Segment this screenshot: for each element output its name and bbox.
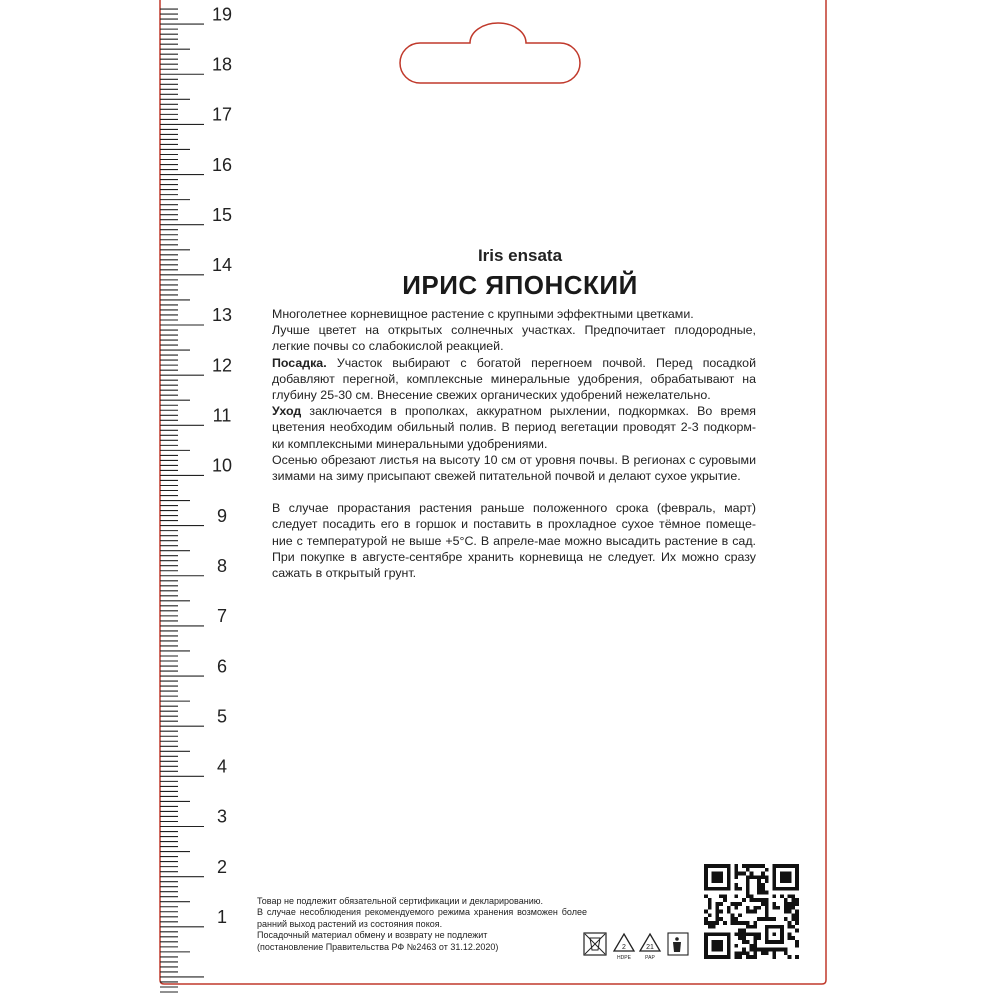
recycle-pap-icon <box>640 934 660 961</box>
ruler-label: 12 <box>211 355 233 376</box>
footer-line-2: В случае несоблюдения рекомендуемого режима хранения возможен более ранний выход растений из состояния покоя. <box>257 907 587 929</box>
planting-label: Посадка. <box>272 355 327 370</box>
latin-name: Iris ensata <box>477 246 563 265</box>
svg-text:HDPE: HDPE <box>617 955 631 961</box>
ruler-label: 6 <box>216 656 228 677</box>
ruler-label: 2 <box>216 856 228 877</box>
ruler-label: 14 <box>211 255 233 276</box>
packaging-symbols <box>582 930 692 962</box>
planting-paragraph <box>272 355 756 404</box>
footer-line-4: (постановление Правительства РФ №2463 от 31.12.2020) <box>257 941 499 952</box>
description <box>272 306 756 581</box>
ruler-label: 9 <box>216 505 228 526</box>
care-label: Уход <box>272 404 302 419</box>
ruler-label: 13 <box>211 305 233 326</box>
ruler-label: 15 <box>211 204 233 225</box>
ruler-label: 3 <box>216 806 228 827</box>
ruler-label: 17 <box>211 104 233 125</box>
footer-line-3: Посадочный материал обмену и возврату не подлежит <box>257 930 488 941</box>
early-sprouting-paragraph: В случае прорастания растения раньше положенного срока (февраль, март) следует посадить его в горшок и поставить в прохладное сухое тёмное помеще-ние с температурой не выше +5°С. В апреле-мае можно высадить растение в сад. При покупке в августе-сентябре хранить корневища не следует. Их можно сразу сажать в открытый грунт. <box>272 501 756 581</box>
ruler-label: 7 <box>216 606 228 627</box>
recycle-hdpe-icon <box>614 934 634 961</box>
planting-text: Участок выбирают с богатой перегноем почвой. Перед посадкой добавляют перегной, комплексные минеральные удобрения, обрабатывают на глубину 25-30 см. Внесение свежих органических удобрений нежелательно. <box>272 355 756 403</box>
ruler-label: 18 <box>211 54 233 75</box>
svg-text:21: 21 <box>646 944 654 951</box>
hang-hole <box>400 23 580 83</box>
care-paragraph <box>272 403 756 452</box>
svg-text:PAP: PAP <box>645 955 655 961</box>
ruler-label: 19 <box>211 4 233 25</box>
ruler-label: 1 <box>216 907 228 927</box>
qr-code[interactable] <box>704 864 799 959</box>
ruler-label: 10 <box>211 455 233 476</box>
svg-text:2: 2 <box>622 944 626 951</box>
autumn-paragraph: Осенью обрезают листья на высоту 10 см от уровня почвы. В регионах с суровыми зимами на зиму присыпают свежей питательной почвой и делают сухое укрытие. <box>272 452 756 484</box>
no-glass-icon <box>584 933 606 955</box>
ruler-label: 8 <box>216 556 228 576</box>
ruler-label: 11 <box>212 405 232 426</box>
legal-footer <box>257 896 587 953</box>
ruler <box>0 0 250 1000</box>
ruler-label: 4 <box>216 756 228 777</box>
ruler-label: 5 <box>216 706 228 727</box>
trash-bin-icon <box>668 933 688 955</box>
ruler-label: 16 <box>211 154 233 175</box>
intro-line-1: Многолетнее корневищное растение с крупными эффектными цветками. <box>272 307 694 321</box>
care-text: заключается в прополках, аккуратном рыхлении, подкормках. Во время цветения необходим обильный полив. В период вегетации проводят 2-3 подкорм-ки комплексными минеральными удобрениями. <box>272 404 756 451</box>
footer-line-1: Товар не подлежит обязательной сертификации и декларированию. <box>257 896 543 906</box>
intro-line-2: Лучше цветет на открытых солнечных участках. Предпочитает плодородные, легкие почвы со слабокислой реакцией. <box>272 323 756 354</box>
product-title: ИРИС ЯПОНСКИЙ <box>402 270 638 300</box>
